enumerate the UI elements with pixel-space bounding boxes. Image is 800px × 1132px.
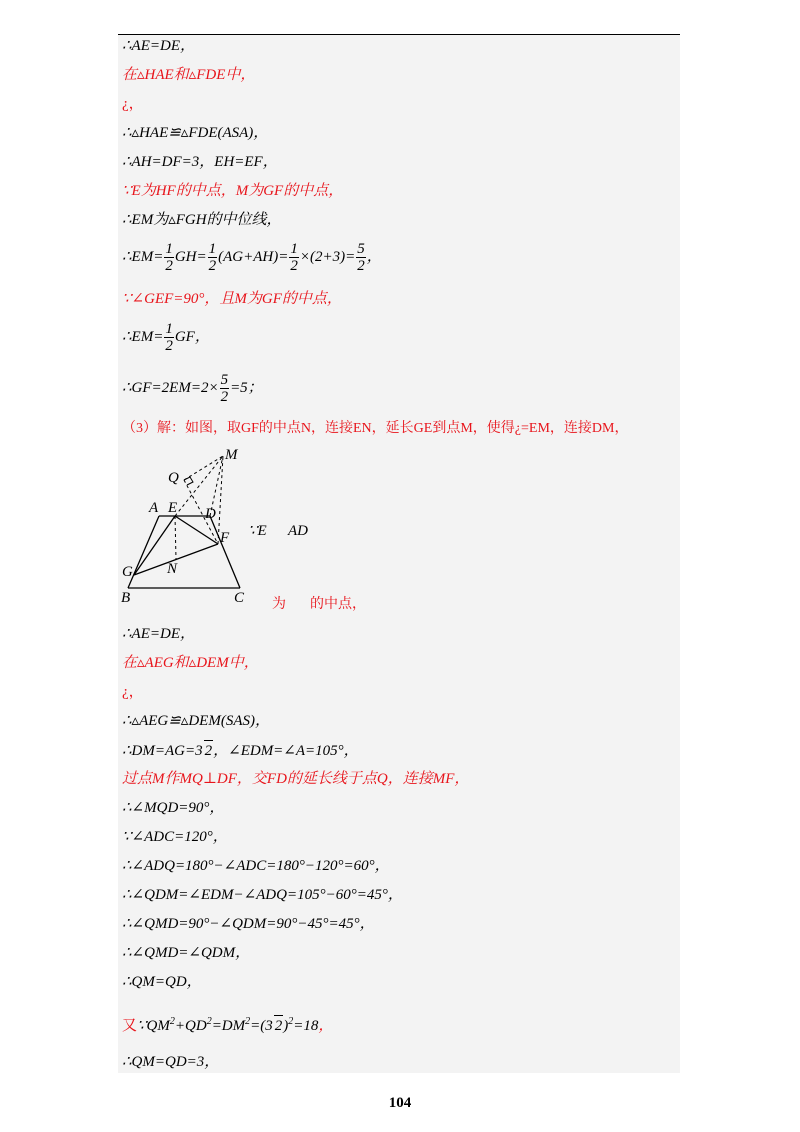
line-8-mid2: (AG+AH)= xyxy=(218,249,289,265)
line-8-prefix: ∴EM= xyxy=(122,249,164,265)
line-13-right: AD xyxy=(288,523,308,539)
fraction-half xyxy=(164,241,174,274)
fraction-denominator: 2 xyxy=(290,258,298,275)
line-13-left: ∵E xyxy=(248,523,267,539)
line-17: ¿， xyxy=(122,684,144,700)
label-G: G xyxy=(122,564,133,580)
line-11 xyxy=(122,371,263,405)
sqrt-radicand: 2 xyxy=(274,1015,284,1036)
line-8-mid3: ×(2+3)= xyxy=(299,249,356,265)
line-28-b: +QD xyxy=(174,1018,207,1034)
line-18: ∴▵AEG≌▵DEM(SAS)， xyxy=(122,713,270,729)
fraction-denominator: 2 xyxy=(220,389,229,406)
label-D: D xyxy=(205,506,216,522)
line-1: ∴AE=DE， xyxy=(122,38,195,54)
line-2: 在▵HAE和▵FDE中， xyxy=(122,67,256,83)
line-21: ∴∠MQD=90°， xyxy=(122,800,225,816)
fraction-numerator: 1 xyxy=(165,241,173,258)
line-28-a: ∵QM xyxy=(137,1018,170,1034)
line-20: 过点M作MQ⊥DF，交FD的延长线于点Q，连接MF， xyxy=(122,771,470,787)
line-12: （3）解：如图，取GF的中点N，连接EN，延长GE到点M，使得¿=EM，连接DM， xyxy=(122,421,629,436)
line-29: ∴QM=QD=3， xyxy=(122,1054,220,1070)
fraction-numerator: 1 xyxy=(165,321,173,338)
line-19-prefix: ∴DM=AG=3 xyxy=(122,743,203,759)
line-5: ∴AH=DF=3，EH=EF， xyxy=(122,154,278,170)
line-28-f: ) xyxy=(283,1018,289,1034)
line-28-g: =18 xyxy=(293,1018,319,1034)
line-6: ∵E为HF的中点，M为GF的中点， xyxy=(122,183,344,199)
label-E: E xyxy=(168,500,178,516)
fraction-denominator: 2 xyxy=(165,338,173,355)
line-15: ∴AE=DE， xyxy=(122,626,195,642)
line-14-b: 的中点， xyxy=(310,597,366,612)
fraction-numerator: 1 xyxy=(290,241,298,258)
line-9: ∵∠GEF=90°，且M为GF的中点， xyxy=(122,291,342,307)
fraction-denominator: 2 xyxy=(165,258,173,275)
label-F: F xyxy=(220,530,230,546)
fraction-half xyxy=(208,241,218,274)
line-8-mid1: GH= xyxy=(174,249,207,265)
line-28-c: =DM xyxy=(211,1018,246,1034)
line-10 xyxy=(122,320,210,354)
label-C: C xyxy=(234,590,245,606)
line-28-d: =(3 xyxy=(250,1018,273,1034)
sqrt-radicand: 2 xyxy=(204,740,214,761)
line-27: ∴QM=QD， xyxy=(122,974,202,990)
line-8 xyxy=(122,240,382,274)
superscript: 2 xyxy=(206,1016,212,1027)
superscript: 2 xyxy=(288,1016,294,1027)
fraction-numerator: 1 xyxy=(208,241,217,258)
line-11-prefix: ∴GF=2EM=2× xyxy=(122,380,219,396)
line-22: ∵∠ADC=120°， xyxy=(122,829,228,845)
right-angle-mark xyxy=(184,477,193,485)
line-25: ∴∠QMD=90°−∠QDM=90°−45°=45°， xyxy=(122,916,375,932)
line-24: ∴∠QDM=∠EDM−∠ADQ=105°−60°=45°， xyxy=(122,887,403,903)
fraction-five-half xyxy=(356,241,366,274)
line-14-a: 为 xyxy=(272,597,286,612)
line-28-red: 又 xyxy=(122,1018,138,1034)
label-N: N xyxy=(167,561,178,577)
label-M: M xyxy=(225,447,238,463)
fraction-denominator: 2 xyxy=(357,258,365,275)
line-26: ∴∠QMD=∠QDM， xyxy=(122,945,251,961)
line-23: ∴∠ADQ=180°−∠ADC=180°−120°=60°， xyxy=(122,858,390,874)
fraction-half xyxy=(289,241,299,274)
page-number: 104 xyxy=(388,1095,412,1111)
line-19 xyxy=(122,740,359,761)
line-10-end: GF， xyxy=(174,329,210,345)
segment-QM xyxy=(184,456,223,480)
line-19-end: ，∠EDM=∠A=105°， xyxy=(213,743,359,759)
fraction-denominator: 2 xyxy=(208,258,217,275)
fraction-numerator: 5 xyxy=(220,372,229,389)
line-7: ∴EM为▵FGH的中位线， xyxy=(122,212,282,228)
line-28-end: ， xyxy=(318,1018,334,1034)
line-10-prefix: ∴EM= xyxy=(122,329,164,345)
segment-DC xyxy=(210,516,240,588)
line-16: 在▵AEG和▵DEM中， xyxy=(122,655,259,671)
fraction-five-half xyxy=(220,372,230,405)
superscript: 2 xyxy=(169,1016,175,1027)
label-B: B xyxy=(121,590,131,606)
segment-EN xyxy=(175,516,176,559)
line-4: ∴▵HAE≌▵FDE(ASA)， xyxy=(122,125,269,141)
label-Q: Q xyxy=(168,470,179,486)
line-28 xyxy=(122,1012,333,1036)
fraction-numerator: 5 xyxy=(357,241,365,258)
superscript: 2 xyxy=(245,1016,251,1027)
label-A: A xyxy=(149,500,159,516)
fraction-half xyxy=(164,321,174,354)
line-8-end: ， xyxy=(366,249,382,265)
line-3: ¿， xyxy=(122,96,144,112)
line-11-end: =5； xyxy=(230,380,263,396)
